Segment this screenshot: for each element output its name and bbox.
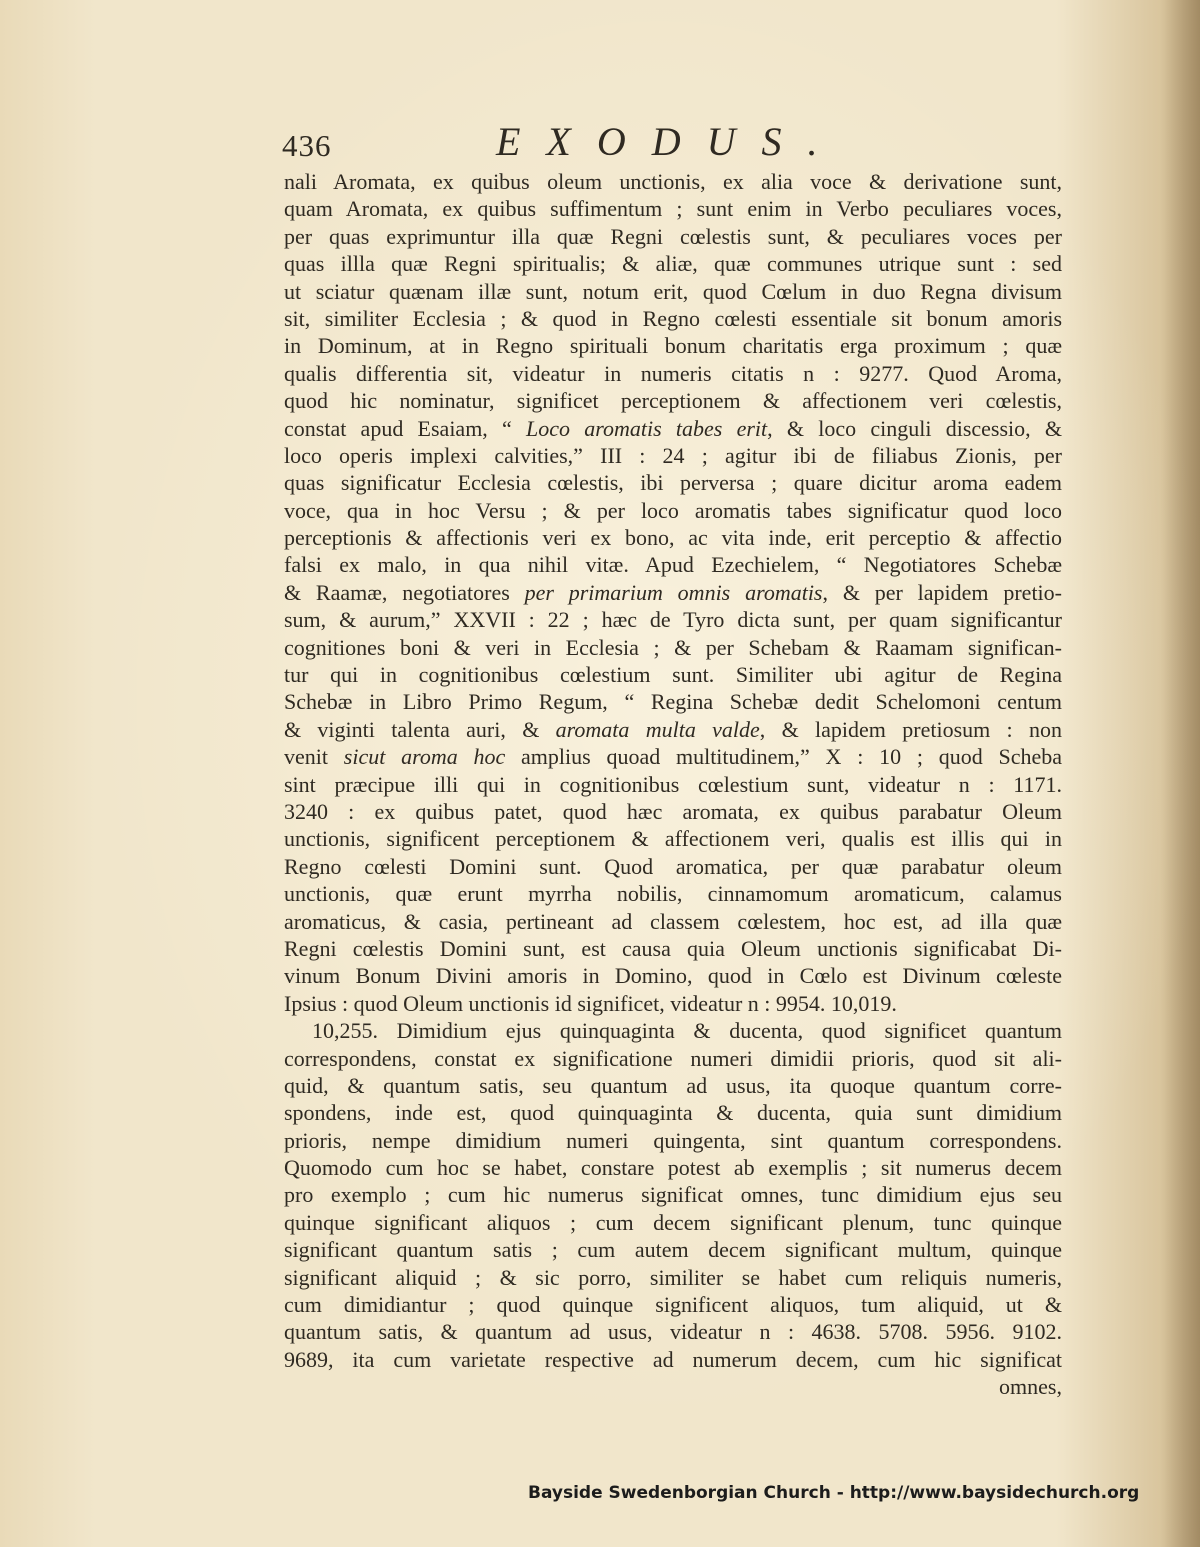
- text-segment: vinum Bonum Divini amoris in Domino, quod in Cœlo est Divinum cœleste: [284, 963, 1062, 989]
- text-segment: , & loco cinguli discessio, &: [767, 415, 1062, 441]
- text-segment: per quas exprimuntur illa quæ Regni cœlestis sunt, & peculiares voces per: [284, 223, 1062, 249]
- text-segment: cognitiones boni & veri in Ecclesia ; & per Schebam & Raamam significan-: [284, 634, 1062, 660]
- text-segment: & viginti talenta auri, &: [284, 716, 556, 742]
- text-segment: quod hic nominatur, significet perceptionem & affectionem veri cœlestis,: [284, 388, 1062, 414]
- text-segment: pro exemplo ; cum hic numerus significat omnes, tunc dimidium ejus seu: [284, 1182, 1062, 1208]
- running-title: EXODUS.: [496, 119, 844, 164]
- text-segment: falsi ex malo, in qua nihil vitæ. Apud Ezechielem, “ Negotiatores Schebæ: [284, 552, 1062, 578]
- text-segment: qualis differentia sit, videatur in numeris citatis n : 9277. Quod Aroma,: [284, 360, 1062, 386]
- text-line: [284, 798, 1062, 825]
- text-segment: Ipsius : quod Oleum unctionis id significet, videatur n : 9954. 10,019.: [284, 990, 897, 1016]
- text-segment: quam Aromata, ex quibus suffimentum ; sunt enim in Verbo peculiares voces,: [284, 196, 1062, 222]
- text-line: [284, 195, 1062, 222]
- text-line: [284, 1264, 1062, 1291]
- text-line: [284, 1072, 1062, 1099]
- text-line: [284, 935, 1062, 962]
- text-segment: quantum satis, & quantum ad usus, videatur n : 4638. 5708. 5956. 9102.: [284, 1319, 1062, 1345]
- italic-segment: Loco aromatis tabes erit: [526, 415, 768, 441]
- text-segment: Quomodo cum hoc se habet, constare potest ab exemplis ; sit numerus decem: [284, 1155, 1062, 1181]
- text-line: [284, 497, 1062, 524]
- text-line: [284, 223, 1062, 250]
- text-segment: quas significatur Ecclesia cœlestis, ibi perversa ; quare dicitur aroma eadem: [284, 470, 1062, 496]
- text-line: [284, 688, 1062, 715]
- italic-segment: per primarium omnis aromatis: [524, 579, 823, 605]
- text-segment: venit: [284, 744, 344, 770]
- text-segment: tur qui in cognitionibus cœlestium sunt. Similiter ubi agitur de Regina: [284, 662, 1062, 688]
- text-line: [284, 825, 1062, 852]
- text-segment: omnes,: [999, 1374, 1062, 1400]
- text-segment: unctionis, quæ erunt myrrha nobilis, cinnamomum aromaticum, calamus: [284, 881, 1062, 907]
- text-segment: quid, & quantum satis, seu quantum ad usus, ita quoque quantum corre-: [284, 1072, 1062, 1098]
- text-line: [284, 990, 1062, 1017]
- text-line: [284, 606, 1062, 633]
- text-segment: significant quantum satis ; cum autem decem significant multum, quinque: [284, 1237, 1062, 1263]
- text-line: [284, 469, 1062, 496]
- text-line: [284, 962, 1062, 989]
- text-segment: quinque significant aliquos ; cum decem significant plenum, tunc quinque: [284, 1209, 1062, 1235]
- text-line: [284, 360, 1062, 387]
- text-line: [284, 168, 1062, 195]
- page-number: 436: [282, 128, 332, 163]
- text-line: [284, 442, 1062, 469]
- text-line: [284, 1373, 1062, 1400]
- text-line: [284, 305, 1062, 332]
- page-edge-shadow: [1160, 0, 1200, 1547]
- text-line: [284, 661, 1062, 688]
- italic-segment: aromata multa valde: [555, 716, 760, 742]
- body-text: [284, 168, 1062, 1401]
- text-segment: spondens, inde est, quod quinquaginta & ducenta, quia sunt dimidium: [284, 1100, 1062, 1126]
- text-line: [284, 551, 1062, 578]
- text-segment: significant aliquid ; & sic porro, similiter se habet cum reliquis numeris,: [284, 1264, 1062, 1290]
- text-segment: aromaticus, & casia, pertineant ad classem cœlestem, hoc est, ad illa quæ: [284, 908, 1062, 934]
- text-line: [284, 1017, 1062, 1044]
- text-line: [284, 853, 1062, 880]
- text-line: [284, 908, 1062, 935]
- text-line: [284, 880, 1062, 907]
- text-segment: loco operis implexi calvities,” III : 24 ; agitur ibi de filiabus Zionis, per: [284, 442, 1062, 468]
- text-line: [284, 1236, 1062, 1263]
- text-segment: prioris, nempe dimidium numeri quingenta, sint quantum correspondens.: [284, 1127, 1062, 1153]
- text-segment: Schebæ in Libro Primo Regum, “ Regina Schebæ dedit Schelomoni centum: [284, 689, 1062, 715]
- text-line: [284, 1045, 1062, 1072]
- text-segment: sum, & aurum,” XXVII : 22 ; hæc de Tyro dicta sunt, per quam significantur: [284, 607, 1062, 633]
- text-line: [284, 716, 1062, 743]
- text-segment: sint præcipue illi qui in cognitionibus cœlestium sunt, videatur n : 1171.: [284, 771, 1062, 797]
- text-line: [284, 1181, 1062, 1208]
- text-segment: nali Aromata, ex quibus oleum unctionis, ex alia voce & derivatione sunt,: [284, 169, 1062, 194]
- text-line: [284, 579, 1062, 606]
- text-segment: , & per lapidem pretio-: [822, 579, 1062, 605]
- text-segment: quas illla quæ Regni spiritualis; & aliæ, quæ communes utrique sunt : sed: [284, 251, 1062, 277]
- text-segment: , & lapidem pretiosum : non: [759, 716, 1062, 742]
- text-line: [284, 634, 1062, 661]
- italic-segment: sicut aroma hoc: [343, 744, 506, 770]
- text-line: [284, 332, 1062, 359]
- text-segment: Regni cœlestis Domini sunt, est causa quia Oleum unctionis significabat Di-: [284, 935, 1062, 961]
- text-line: [284, 1154, 1062, 1181]
- footer-credit: Bayside Swedenborgian Church - http://www.baysidechurch.org: [528, 1483, 1140, 1503]
- text-segment: in Dominum, at in Regno spirituali bonum charitatis erga proximum ; quæ: [284, 333, 1062, 359]
- text-line: [284, 743, 1062, 770]
- text-segment: 9689, ita cum varietate respective ad numerum decem, cum hic significat: [284, 1346, 1062, 1372]
- text-line: [284, 1127, 1062, 1154]
- text-line: [284, 1099, 1062, 1126]
- text-segment: voce, qua in hoc Versu ; & per loco aromatis tabes significatur quod loco: [284, 497, 1062, 523]
- text-segment: 10,255. Dimidium ejus quinquaginta & ducenta, quod significet quantum: [312, 1018, 1062, 1044]
- text-segment: ut sciatur quænam illæ sunt, notum erit, quod Cœlum in duo Regna divisum: [284, 278, 1062, 304]
- text-line: [284, 771, 1062, 798]
- text-segment: correspondens, constat ex significatione numeri dimidii prioris, quod sit ali-: [284, 1045, 1062, 1071]
- text-line: [284, 1318, 1062, 1345]
- text-segment: unctionis, significent perceptionem & affectionem veri, qualis est illis qui in: [284, 826, 1062, 852]
- text-segment: sit, similiter Ecclesia ; & quod in Regno cœlesti essentiale sit bonum amoris: [284, 305, 1062, 331]
- text-segment: amplius quoad multitudinem,” X : 10 ; quod Scheba: [505, 744, 1063, 770]
- text-line: [284, 1346, 1062, 1373]
- text-line: [284, 278, 1062, 305]
- text-segment: perceptionis & affectionis veri ex bono, ac vita inde, erit perceptio & affectio: [284, 525, 1062, 551]
- text-line: [284, 1291, 1062, 1318]
- text-segment: cum dimidiantur ; quod quinque significent aliquos, tum aliquid, ut &: [284, 1292, 1062, 1318]
- text-line: [284, 250, 1062, 277]
- text-line: [284, 1209, 1062, 1236]
- page-header: [282, 118, 922, 168]
- text-segment: Regno cœlesti Domini sunt. Quod aromatica, per quæ parabatur oleum: [284, 853, 1062, 879]
- text-segment: 3240 : ex quibus patet, quod hæc aromata, ex quibus parabatur Oleum: [284, 798, 1062, 824]
- text-line: [284, 524, 1062, 551]
- text-line: [284, 387, 1062, 414]
- text-segment: constat apud Esaiam, “: [284, 415, 527, 441]
- text-line: [284, 415, 1062, 442]
- text-segment: & Raamæ, negotiatores: [284, 579, 525, 605]
